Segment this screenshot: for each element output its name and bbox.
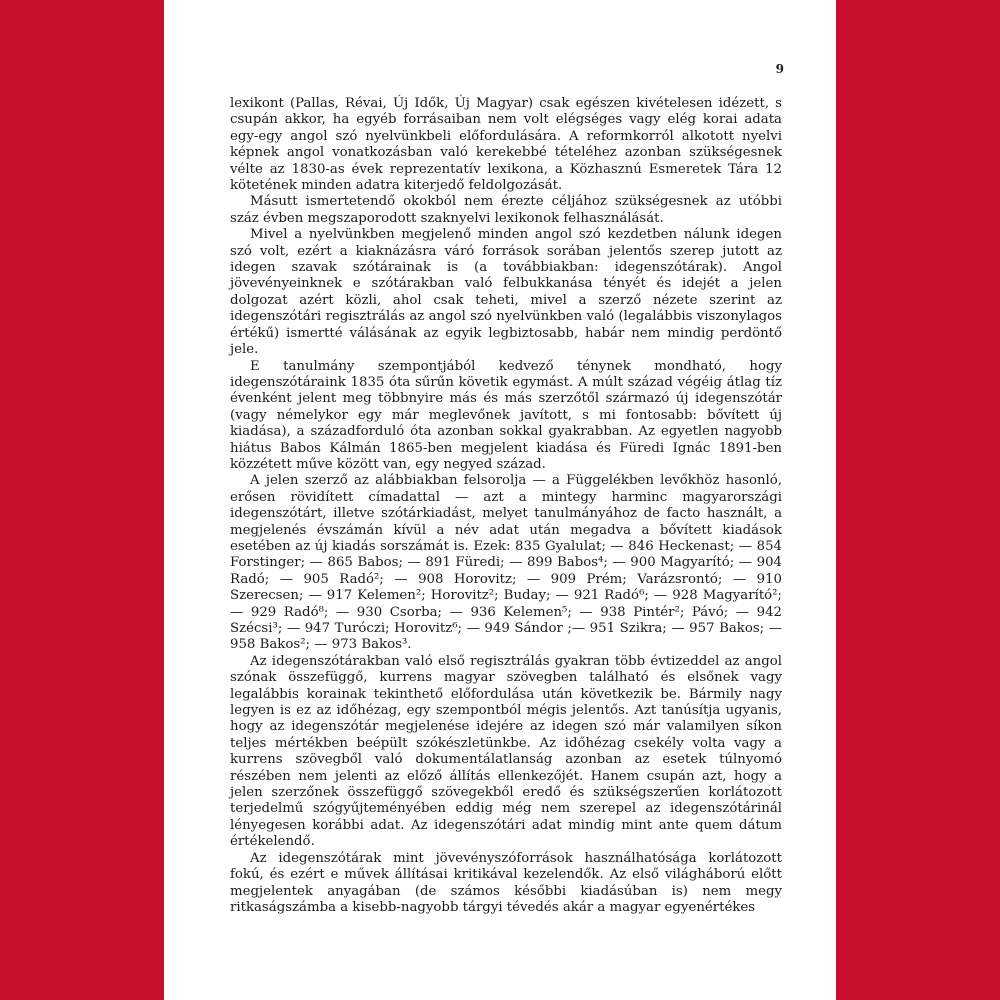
paragraph-6: Az idegenszótárakban való első regisztrálás gyakran több évtizeddel az angol szónak összefüggő, kurrens magyar szövegben található és elsőnek vagy legalábbis korainak tekinthető előfordulása után következik be. Bármily nagy legyen is ez az időhézag, egy szempontból mégis jelentős. Azt tanúsítja ugyanis, hogy az idegenszótár megjelenése idejére az idegen szó már valamilyen síkon teljes mértékben beépült szókészletünkbe. Az időhézag csekély volta vagy a kurrens szövegből való dokumentálatlanság azonban az esetek túlnyomó részében nem jelenti az előző állítás ellenkezőjét. Hanem csupán azt, hogy a jelen szerzőnek összefüggő szövegekből eredő és szükségszerűen korlátozott terjedelmű szógyűjteményében eddig még nem szerepel az idegenszótárinál lényegesen korábbi adat. Az idegenszótári adat mindig mint ante quem dátum értékelendő. [230, 653, 782, 850]
paragraph-1: lexikont (Pallas, Révai, Új Idők, Új Magyar) csak egészen kivételesen idézett, s csupán akkor, ha egyéb forrásaiban nem volt elégséges vagy elég korai adata egy-egy angol szó nyelvünkbeli előfordulására. A reformkorról alkotott nyelvi képnek angol vonatkozásban való kerekebbé tételéhez azonban szükségesnek vélte az 1830-as évek reprezentatív lexikona, a Közhasznú Esmeretek Tára 12 kötetének minden adatra kiterjedő feldolgozását. [230, 96, 782, 194]
body-text [230, 96, 782, 916]
document-page [164, 0, 836, 1000]
paragraph-2: Másutt ismertetendő okokból nem érezte céljához szükségesnek az utóbbi száz évben megszaporodott szaknyelvi lexikonok felhasználását. [230, 194, 782, 226]
paragraph-5: A jelen szerző az alábbiakban felsorolja — a Függelékben levőkhöz hasonló, erősen rövidített címadattal — azt a mintegy harminc magyarországi idegenszótárt, illetve szótárkiadást, melyet tanulmányához de facto használt, a megjelenés évszámán kívül a név adat után megadva a bővített kiadások esetében az új kiadás sorszámát is. Ezek: 835 Gyalulat; — 846 Heckenast; — 854 Forstinger; — 865 Babos; — 891 Füredi; — 899 Babos⁴; — 900 Magyarító; — 904 Radó; — 905 Radó²; — 908 Horovitz; — 909 Prém; Varázsrontó; — 910 Szerecsen; — 917 Kelemen²; Horovitz²; Buday; — 921 Radó⁶; — 928 Magyarító²; — 929 Radó⁸; — 930 Csorba; — 936 Kelemen⁵; — 938 Pintér²; Pávó; — 942 Szécsi³; — 947 Turóczi; Horovitz⁶; — 949 Sándor ;— 951 Szikra; — 957 Bakos; — 958 Bakos²; — 973 Bakos³. [230, 473, 782, 653]
page-number: 9 [775, 62, 784, 76]
paragraph-3: Mivel a nyelvünkben megjelenő minden angol szó kezdetben nálunk idegen szó volt, ezért a kiaknázásra váró források sorában jelentős szerep jutott az idegen szavak szótárainak is (a továbbiakban: idegenszótárak). Angol jövevényeinknek e szótárakban való felbukkanása tényét és idejét a jelen dolgozat azért közli, ahol csak teheti, mivel a szerző nézete szerint az idegenszótári regisztrálás az angol szó nyelvünkben való (legalábbis viszonylagos értékű) ismertté válásának az egyik legbiztosabb, habár nem mindig perdöntő jele. [230, 227, 782, 358]
paragraph-7: Az idegenszótárak mint jövevényszóforrások használhatósága korlátozott fokú, és ezért e művek állításai kritikával kezelendők. Az első világháború előtt megjelentek anyagában (de számos későbbi kiadásúban is) nem megy ritkaságszámba a kisebb-nagyobb tárgyi tévedés akár a magyar egyenértékes [230, 850, 782, 915]
paragraph-4: E tanulmány szempontjából kedvező ténynek mondható, hogy idegenszótáraink 1835 óta sűrűn követik egymást. A múlt század végéig átlag tíz évenként jelent meg többnyire más és más szerzőtől származó új idegenszótár (vagy némelykor egy már meglevőnek javított, s mi fontosabb: bővített új kiadása), a századforduló óta azonban sokkal gyakrabban. Az egyetlen nagyobb hiátus Babos Kálmán 1865-ben megjelent kiadása és Füredi Ignác 1891-ben közzétett műve között van, egy negyed század. [230, 358, 782, 472]
